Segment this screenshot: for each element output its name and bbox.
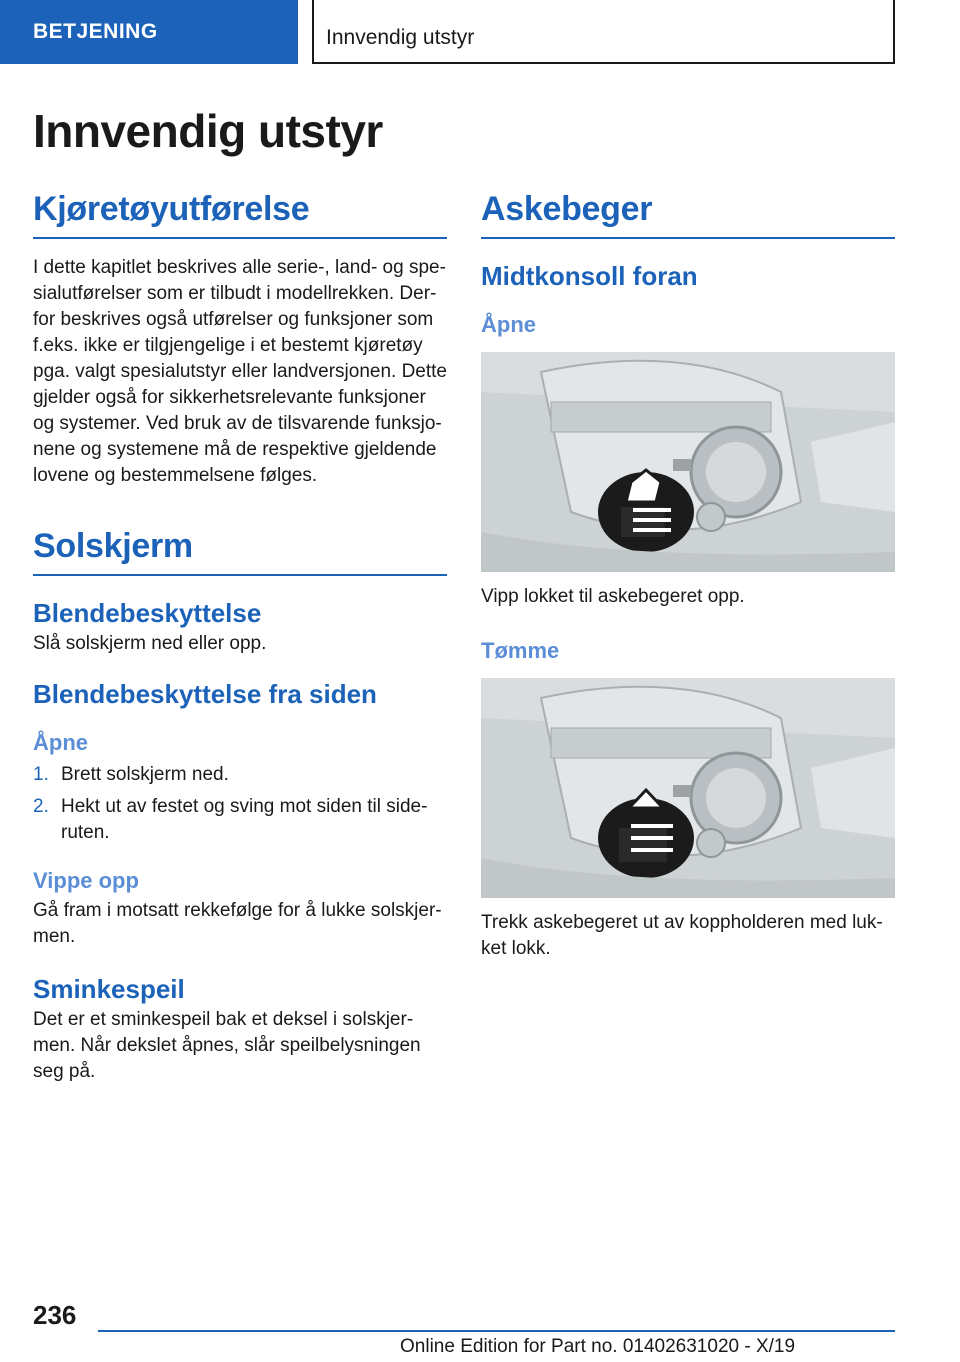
chapter-header [312,0,895,64]
page-title: Innvendig utstyr [33,105,383,157]
right-column [481,190,895,962]
heading-sminkespeil: Sminkespeil [33,974,185,1004]
heading-kjoretoyutforelse: Kjøretøyutførelse [33,190,447,239]
heading-aapne: Åpne [33,730,88,755]
step-text: Hekt ut av festet og sving mot siden til side- [61,796,428,817]
heading-blendebeskyttelse-fra-siden: Blendebeskyttelse fra siden [33,679,377,709]
text-line: nene og systemene må de respektive gjeldende [33,439,437,460]
ashtray-open-illustration [481,352,895,572]
heading-blendebeskyttelse: Blendebeskyttelse [33,598,262,628]
text-line: I dette kapitlet beskrives alle serie-, land- og spe- [33,257,446,278]
step-number: 1. [33,764,49,785]
heading-aapne-askebeger: Åpne [481,312,536,337]
heading-midtkonsoll-foran: Midtkonsoll foran [481,261,698,291]
section-label: BETJENING [33,20,158,43]
aapne-steps [33,762,447,846]
text-line: Det er et sminkespeil bak et deksel i solskjer- [33,1009,414,1030]
text-line: pga. valgt spesialutstyr eller landversjonen. Dette [33,361,448,382]
step-text: ruten. [61,822,110,843]
text-line: gjelder også for sikkerhetsrelevante funksjoner [33,387,426,408]
edition-text: Online Edition for Part no. 01402631020 - X/19 [400,1336,796,1357]
list-item [33,762,447,788]
text-line: sialutførelser som er tilbudt i modellrekken. Der- [33,283,437,304]
blende-text: Slå solskjerm ned eller opp. [33,633,267,654]
ashtray-remove-illustration [481,678,895,898]
section-tab [0,0,298,64]
text-line: Gå fram i motsatt rekkefølge for å lukke solskjer- [33,900,442,921]
heading-vippe-opp: Vippe opp [33,868,139,893]
chapter-label: Innvendig utstyr [326,26,475,49]
step-number: 2. [33,796,49,817]
list-item [33,794,447,846]
text-line: f.eks. ikke er tilgjengelige i et bestemt kjøretøy [33,335,423,356]
text-line: seg på. [33,1061,96,1082]
text-line: lovene og bestemmelsene følges. [33,465,318,486]
footer-divider [98,1330,895,1332]
text-line: for beskrives også utførelser og funksjoner som [33,309,434,330]
page-number: 236 [33,1300,77,1330]
heading-solskjerm: Solskjerm [33,527,447,576]
text-line: men. Når dekslet åpnes, slår speilbelysningen [33,1035,421,1056]
step-text: Brett solskjerm ned. [61,764,229,785]
text-line: men. [33,926,76,947]
text-line: og systemer. Ved bruk av de tilsvarende funksjo- [33,413,442,434]
text-line: Trekk askebegeret ut av koppholderen med luk- [481,912,883,933]
heading-askebeger: Askebeger [481,190,895,239]
aapne-caption: Vipp lokket til askebegeret opp. [481,586,745,607]
left-column [33,190,447,1085]
kjoretoy-paragraph [33,255,447,489]
heading-tomme: Tømme [481,638,560,663]
text-line: ket lokk. [481,938,551,959]
